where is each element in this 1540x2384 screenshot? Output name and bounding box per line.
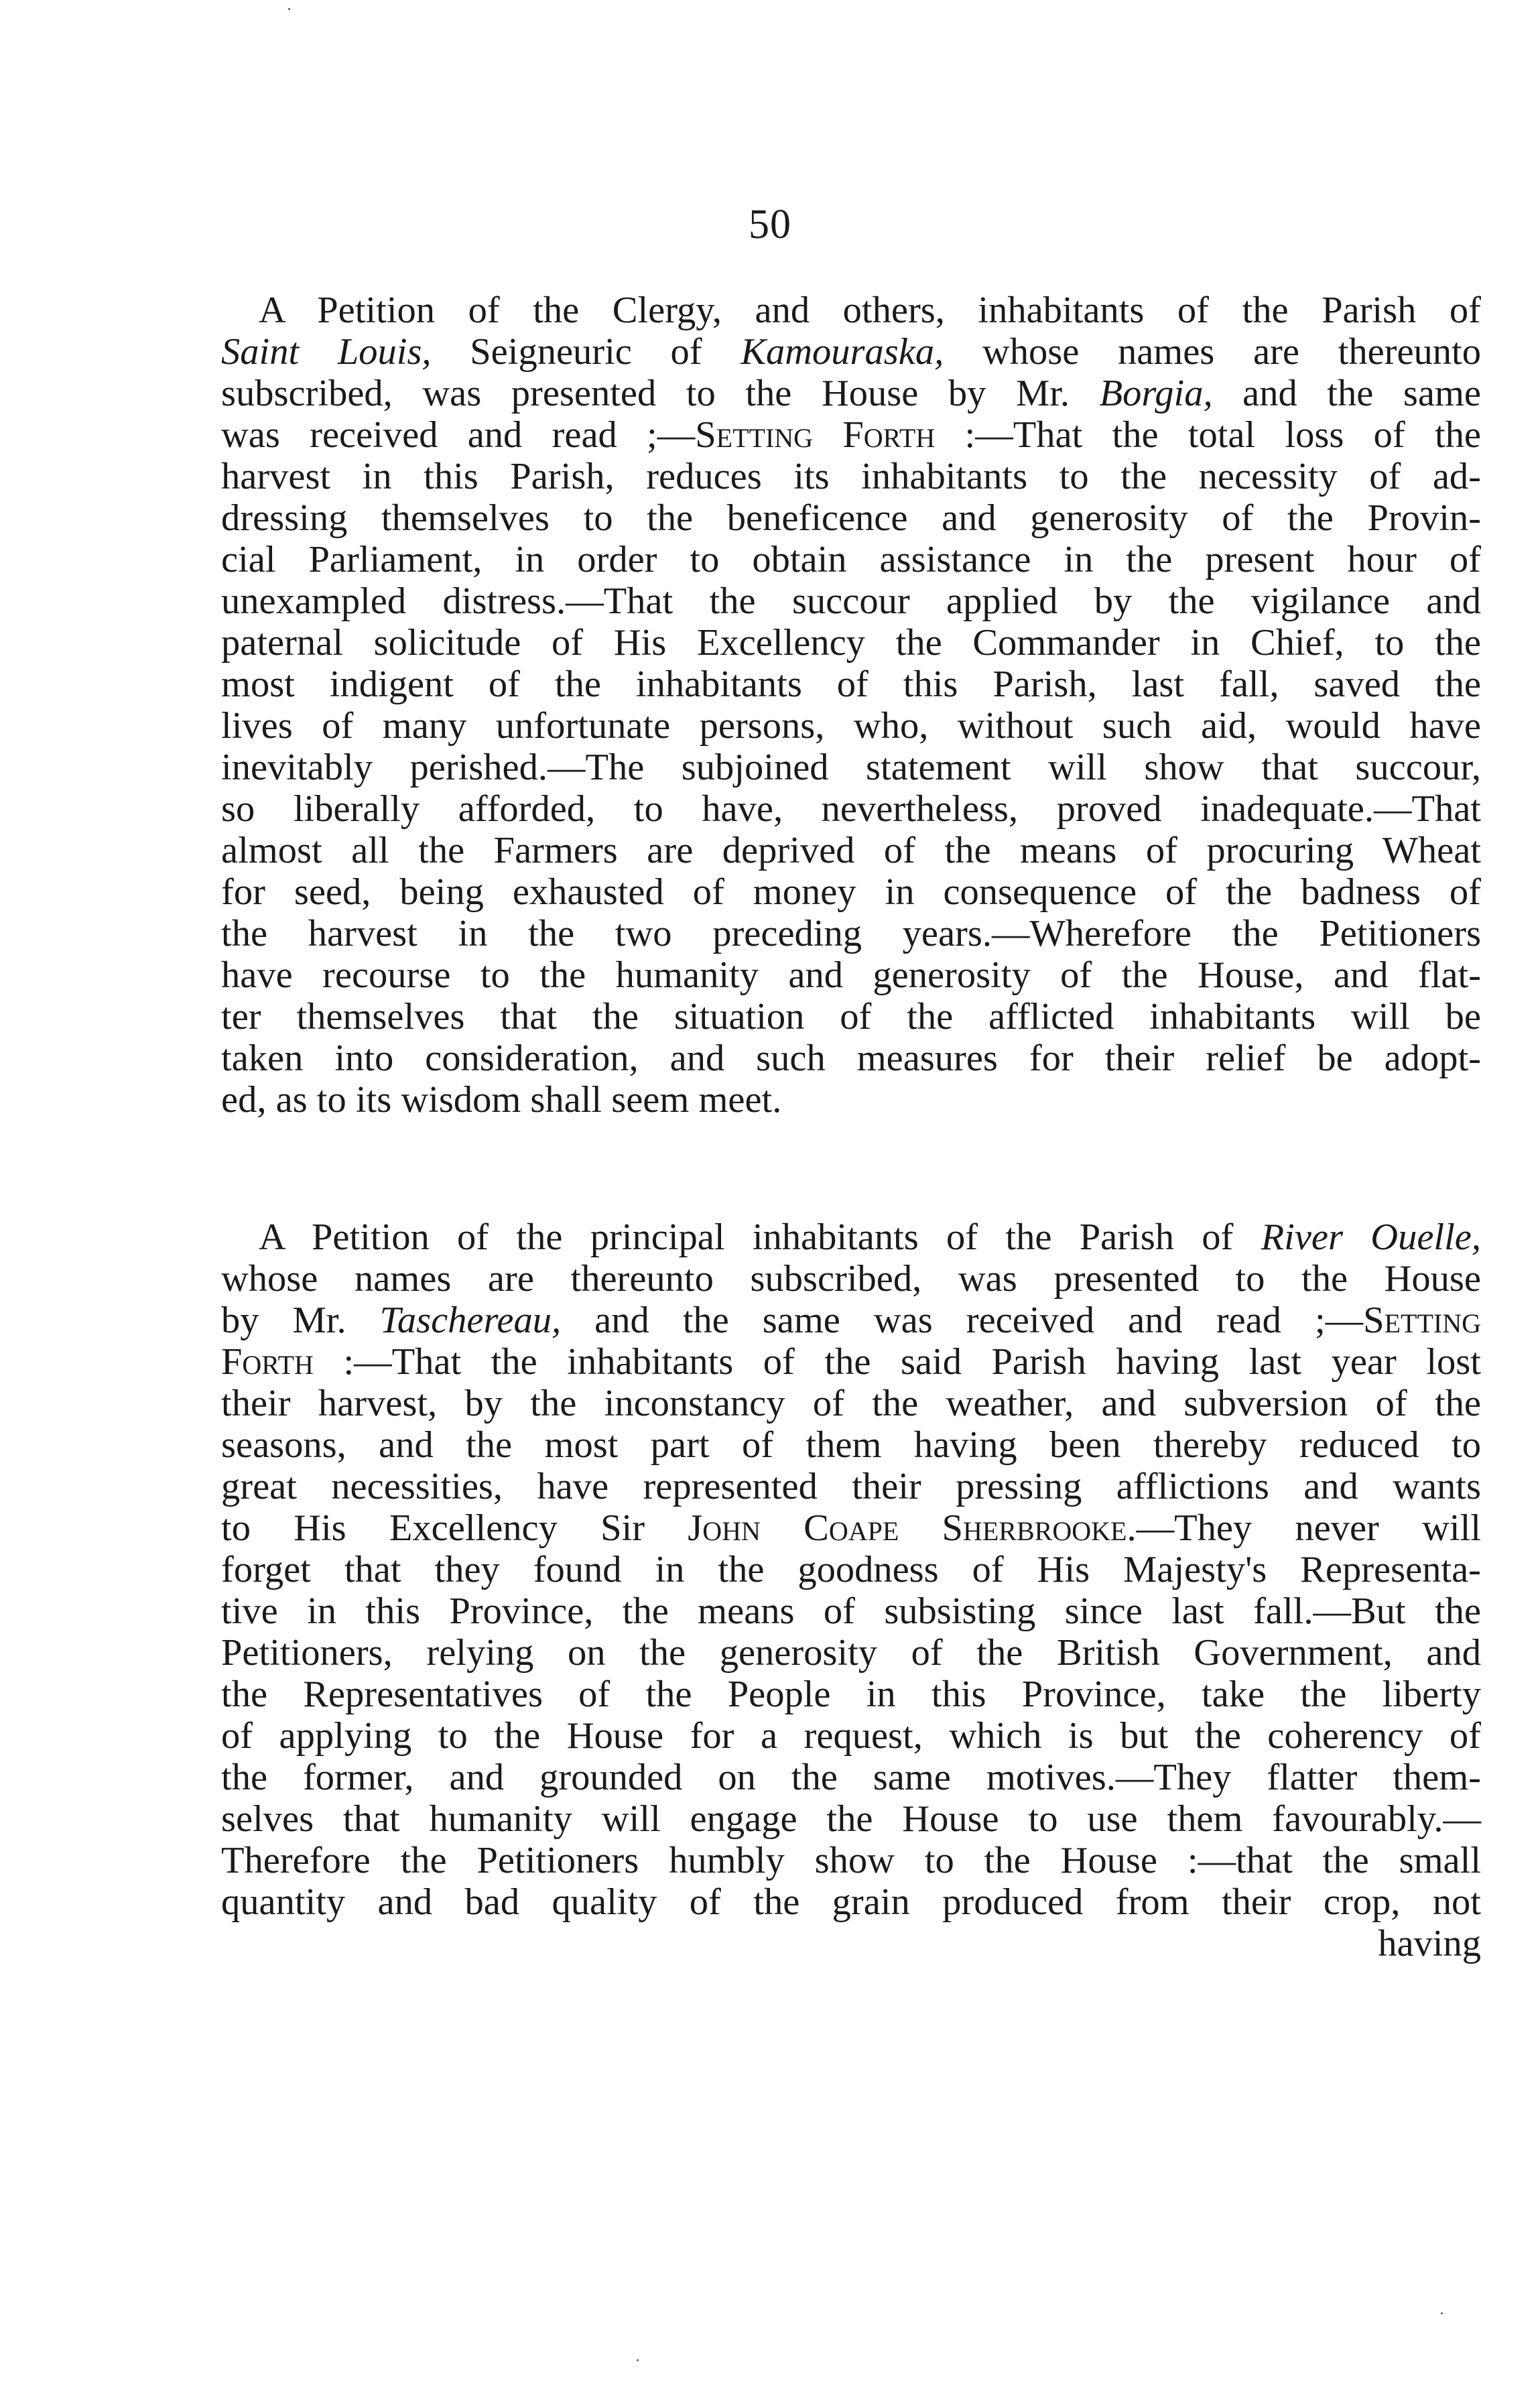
italic-name: Taschereau, bbox=[379, 1300, 562, 1341]
text-run: Therefore the Petitioners humbly show to the House :—that the small bbox=[221, 1840, 1481, 1881]
text-line bbox=[221, 871, 1481, 913]
text-line bbox=[221, 373, 1481, 414]
text-line bbox=[221, 1840, 1481, 1881]
text-run: their harvest, by the inconstancy of the weather, and subversion of the bbox=[221, 1383, 1481, 1424]
text-run: Petitioners, relying on the generosity of the British Government, and bbox=[221, 1632, 1481, 1674]
text-run: selves that humanity will engage the House to use them favourably.— bbox=[221, 1798, 1481, 1840]
text-run: ed, as to its wisdom shall seem meet. bbox=[221, 1079, 782, 1121]
text-run: .—They never will bbox=[1127, 1507, 1481, 1549]
text-line bbox=[221, 1881, 1481, 1923]
text-run: tive in this Province, the means of subsisting since last fall.—But the bbox=[221, 1590, 1481, 1632]
text-line bbox=[221, 1798, 1481, 1840]
text-run: Seigneuric of bbox=[431, 331, 741, 373]
text-line bbox=[221, 954, 1481, 996]
petition-saint-louis bbox=[221, 290, 1481, 1121]
small-caps-text: Setting bbox=[1363, 1300, 1481, 1341]
text-run: :—That the inhabitants of the said Parish having last year lost bbox=[313, 1341, 1481, 1383]
text-line bbox=[221, 580, 1481, 622]
text-line bbox=[221, 1038, 1481, 1079]
text-run: almost all the Farmers are deprived of the means of procuring Wheat bbox=[221, 830, 1481, 871]
text-run: cial Parliament, in order to obtain assistance in the present hour of bbox=[221, 539, 1481, 580]
text-line bbox=[221, 497, 1481, 539]
text-line bbox=[221, 830, 1481, 871]
text-run: the harvest in the two preceding years.—Wherefore the Petitioners bbox=[221, 913, 1481, 954]
text-line bbox=[221, 1590, 1481, 1632]
text-run: inevitably perished.—The subjoined statement will show that succour, bbox=[221, 747, 1481, 788]
text-run: and the same bbox=[1212, 373, 1481, 414]
paper-speck bbox=[288, 8, 290, 10]
text-run: whose names are thereunto subscribed, was presented to the House bbox=[221, 1258, 1481, 1300]
text-run: the Representatives of the People in this Province, take the liberty bbox=[221, 1674, 1481, 1715]
text-run: lives of many unfortunate persons, who, without such aid, would have bbox=[221, 705, 1481, 747]
text-line bbox=[221, 539, 1481, 580]
text-line bbox=[221, 788, 1481, 830]
text-line bbox=[221, 913, 1481, 954]
text-line bbox=[221, 1216, 1481, 1258]
text-run: whose names are thereunto bbox=[944, 331, 1481, 373]
text-line bbox=[221, 1632, 1481, 1674]
italic-name: River Ouelle, bbox=[1261, 1216, 1481, 1258]
text-line bbox=[221, 1300, 1481, 1341]
text-line bbox=[221, 1923, 1481, 1964]
small-caps-text: John Coape Sherbrooke bbox=[688, 1507, 1127, 1549]
text-run: by Mr. bbox=[221, 1300, 380, 1341]
text-run: so liberally afforded, to have, nevertheless, proved inadequate.—That bbox=[221, 788, 1481, 830]
text-line bbox=[221, 1507, 1481, 1549]
text-run: seasons, and the most part of them having been thereby reduced to bbox=[221, 1424, 1481, 1466]
text-line bbox=[221, 1715, 1481, 1757]
italic-name: Kamouraska, bbox=[741, 331, 944, 373]
text-line bbox=[221, 1757, 1481, 1798]
text-run: taken into consideration, and such measures for their relief be adopt- bbox=[221, 1038, 1481, 1079]
text-line bbox=[221, 456, 1481, 497]
italic-name: Borgia, bbox=[1099, 373, 1213, 414]
text-run: ter themselves that the situation of the afflicted inhabitants will be bbox=[221, 996, 1481, 1038]
text-line bbox=[221, 996, 1481, 1038]
text-run: having bbox=[1378, 1923, 1481, 1964]
text-run: A Petition of the Clergy, and others, inhabitants of the Parish of bbox=[259, 290, 1481, 331]
text-run: for seed, being exhausted of money in consequence of the badness of bbox=[221, 871, 1481, 913]
text-run: was received and read ;— bbox=[221, 414, 696, 456]
text-line bbox=[221, 622, 1481, 664]
text-run: to His Excellency Sir bbox=[221, 1507, 688, 1549]
text-line bbox=[221, 331, 1481, 373]
text-line bbox=[221, 1549, 1481, 1590]
text-line bbox=[221, 664, 1481, 705]
small-caps-text: Forth bbox=[221, 1341, 314, 1383]
paper-speck bbox=[1441, 2312, 1443, 2314]
text-run: the former, and grounded on the same motives.—They flatter them- bbox=[221, 1757, 1481, 1798]
text-run: :—That the total loss of the bbox=[935, 414, 1481, 456]
text-run: most indigent of the inhabitants of this Parish, last fall, saved the bbox=[221, 664, 1481, 705]
paper-speck bbox=[637, 2359, 639, 2361]
text-line bbox=[221, 1383, 1481, 1424]
text-run: quantity and bad quality of the grain produced from their crop, not bbox=[221, 1881, 1481, 1923]
text-run: dressing themselves to the beneficence and generosity of the Provin- bbox=[221, 497, 1481, 539]
small-caps-text: Setting Forth bbox=[695, 414, 936, 456]
text-line bbox=[221, 1466, 1481, 1507]
text-run: forget that they found in the goodness of His Majesty's Representa- bbox=[221, 1549, 1481, 1590]
page-number: 50 bbox=[749, 202, 791, 247]
text-line bbox=[221, 1424, 1481, 1466]
text-line bbox=[221, 747, 1481, 788]
text-run: harvest in this Parish, reduces its inhabitants to the necessity of ad- bbox=[221, 456, 1481, 497]
text-line bbox=[221, 1258, 1481, 1300]
text-run: subscribed, was presented to the House by Mr. bbox=[221, 373, 1100, 414]
text-run: and the same was received and read ;— bbox=[561, 1300, 1364, 1341]
italic-name: Saint Louis, bbox=[221, 331, 432, 373]
text-run: paternal solicitude of His Excellency the Commander in Chief, to the bbox=[221, 622, 1481, 664]
text-run: A Petition of the principal inhabitants of the Parish of bbox=[259, 1216, 1261, 1258]
text-line bbox=[221, 290, 1481, 331]
text-run: unexampled distress.—That the succour applied by the vigilance and bbox=[221, 580, 1481, 622]
text-run: of applying to the House for a request, which is but the coherency of bbox=[221, 1715, 1481, 1757]
text-line bbox=[221, 414, 1481, 456]
petition-river-ouelle bbox=[221, 1216, 1481, 1964]
text-run: have recourse to the humanity and generosity of the House, and flat- bbox=[221, 954, 1481, 996]
text-line bbox=[221, 705, 1481, 747]
text-line bbox=[221, 1341, 1481, 1383]
text-line bbox=[221, 1079, 1481, 1121]
text-run: great necessities, have represented their pressing afflictions and wants bbox=[221, 1466, 1481, 1507]
text-line bbox=[221, 1674, 1481, 1715]
